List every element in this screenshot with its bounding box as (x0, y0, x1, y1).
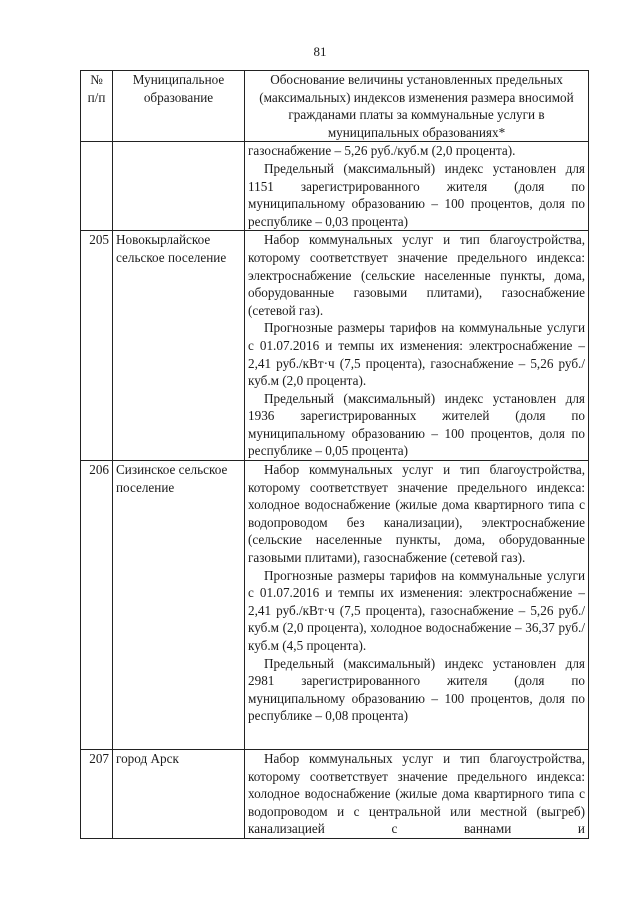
table-row (81, 231, 589, 461)
row-municipality: город Арск (113, 750, 245, 839)
row-justification (245, 750, 589, 839)
page-number: 81 (313, 44, 327, 59)
paragraph: Предельный (максимальный) индекс установлен для 2981 зарегистрированного жителя (доля по муниципальному образованию – 100 процентов, доля по республике – 0,08 процента) (248, 655, 585, 724)
paragraph: Прогнозные размеры тарифов на коммунальные услуги с 01.07.2016 и темпы их изменения: электроснабжение – 2,41 руб./кВт·ч (7,5 процента), газоснабжение – 5,26 руб./куб.м (2,0 процента). (248, 320, 585, 389)
row-justification (245, 231, 589, 461)
row-municipality: Новокырлайское сельское поселение (113, 231, 245, 461)
row-num: 207 (81, 750, 113, 839)
row-municipality (113, 142, 245, 231)
paragraph: газоснабжение – 5,26 руб./куб.м (2,0 процента). (248, 143, 516, 159)
row-num: 206 (81, 461, 113, 750)
header-justification: Обоснование величины установленных предельных (максимальных) индексов изменения размера вносимой гражданами платы за коммунальные услуги в муниципальных образованиях* (245, 71, 589, 142)
header-num: № п/п (81, 71, 113, 142)
row-num (81, 142, 113, 231)
paragraph: Набор коммунальных услуг и тип благоустройства, которому соответствует значение предельного индекса: электроснабжение (сельские населенные пункты, дома, оборудованные газовыми плитами), газоснабжение (сетевой газ). (248, 232, 585, 318)
paragraph: Предельный (максимальный) индекс установлен для 1936 зарегистрированных жителей (доля по муниципальному образованию – 100 процентов, доля по республике – 0,05 процента) (248, 390, 585, 459)
municipal-index-table (80, 70, 589, 839)
paragraph: Набор коммунальных услуг и тип благоустройства, которому соответствует значение предельного индекса: холодное водоснабжение (жилые дома квартирного типа с водопроводом и с центральной или местной (выгреб) канализацией с ваннами и (248, 751, 585, 837)
header-municipality: Муниципальное образование (113, 71, 245, 142)
row-municipality: Сизинское сельское поселение (113, 461, 245, 750)
table-row (81, 750, 589, 839)
row-justification (245, 142, 589, 231)
table-header-row (81, 71, 589, 142)
row-justification (245, 461, 589, 750)
paragraph: Прогнозные размеры тарифов на коммунальные услуги с 01.07.2016 и темпы их изменения: электроснабжение – 2,41 руб./кВт·ч (7,5 процента), газоснабжение – 5,26 руб./куб.м (2,0 процента), холодное водоснабжение – 36,37 руб./куб.м (4,5 процента). (248, 567, 585, 653)
row-num: 205 (81, 231, 113, 461)
table-row (81, 461, 589, 750)
paragraph: Предельный (максимальный) индекс установлен для 1151 зарегистрированного жителя (доля по муниципальному образованию – 100 процентов, доля по республике – 0,03 процента) (248, 160, 585, 229)
paragraph: Набор коммунальных услуг и тип благоустройства, которому соответствует значение предельного индекса: холодное водоснабжение (жилые дома квартирного типа с водопроводом без канализации), электроснабжение (сельские населенные пункты, дома, оборудованные газовыми плитами), газоснабжение (сетевой газ). (248, 462, 585, 566)
table-row (81, 142, 589, 231)
